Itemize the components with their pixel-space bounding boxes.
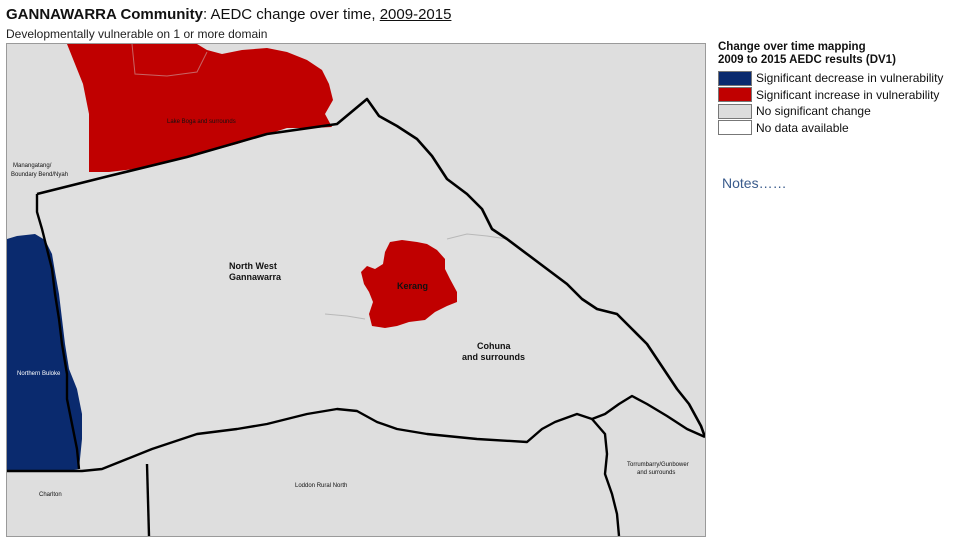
- legend-title-1: Change over time mapping: [718, 41, 866, 53]
- label-manangatang-2: Boundary Bend/Nyah: [11, 172, 69, 178]
- label-torrumbarry-2: and surrounds: [637, 470, 676, 476]
- title-community: GANNAWARRA Community: [6, 6, 203, 23]
- legend-title-2: 2009 to 2015 AEDC results (DV1): [718, 54, 896, 66]
- label-lake-boga: Lake Boga and surrounds: [167, 119, 236, 125]
- label-northern-buloke: Northern Buloke: [17, 371, 61, 377]
- map-legend: [718, 41, 954, 136]
- map-svg: [7, 44, 705, 536]
- title-text: : AEDC change over time,: [202, 6, 380, 23]
- label-kerang: Kerang: [397, 281, 429, 291]
- label-north-west-2: Gannawarra: [229, 272, 282, 282]
- label-torrumbarry-1: Torrumbarry/Gunbower: [627, 462, 689, 468]
- legend-label-no-change: No significant change: [756, 104, 871, 119]
- legend-item-decrease: [718, 70, 954, 87]
- legend-swatch-increase: [718, 87, 752, 102]
- label-loddon: Loddon Rural North: [295, 483, 348, 489]
- legend-swatch-no-data: [718, 120, 752, 135]
- legend-swatch-decrease: [718, 71, 752, 86]
- label-manangatang-1: Manangatang/: [13, 163, 52, 169]
- legend-item-no-change: [718, 103, 954, 120]
- page-title: [6, 6, 451, 23]
- notes-text: Notes……: [722, 175, 787, 191]
- map-frame: [6, 43, 706, 537]
- legend-label-no-data: No data available: [756, 120, 849, 135]
- page-subtitle: Developmentally vulnerable on 1 or more domain: [6, 27, 268, 41]
- legend-swatch-no-change: [718, 104, 752, 119]
- legend-label-increase: Significant increase in vulnerability: [756, 87, 940, 102]
- legend-items: [718, 70, 954, 136]
- label-cohuna-2: and surrounds: [462, 352, 526, 362]
- label-cohuna-1: Cohuna: [477, 341, 511, 351]
- legend-item-no-data: [718, 120, 954, 137]
- legend-label-decrease: Significant decrease in vulnerability: [756, 71, 944, 86]
- legend-item-increase: [718, 87, 954, 104]
- label-charlton: Charlton: [39, 492, 62, 498]
- label-north-west-1: North West: [229, 261, 277, 271]
- title-years: 2009-2015: [379, 6, 452, 23]
